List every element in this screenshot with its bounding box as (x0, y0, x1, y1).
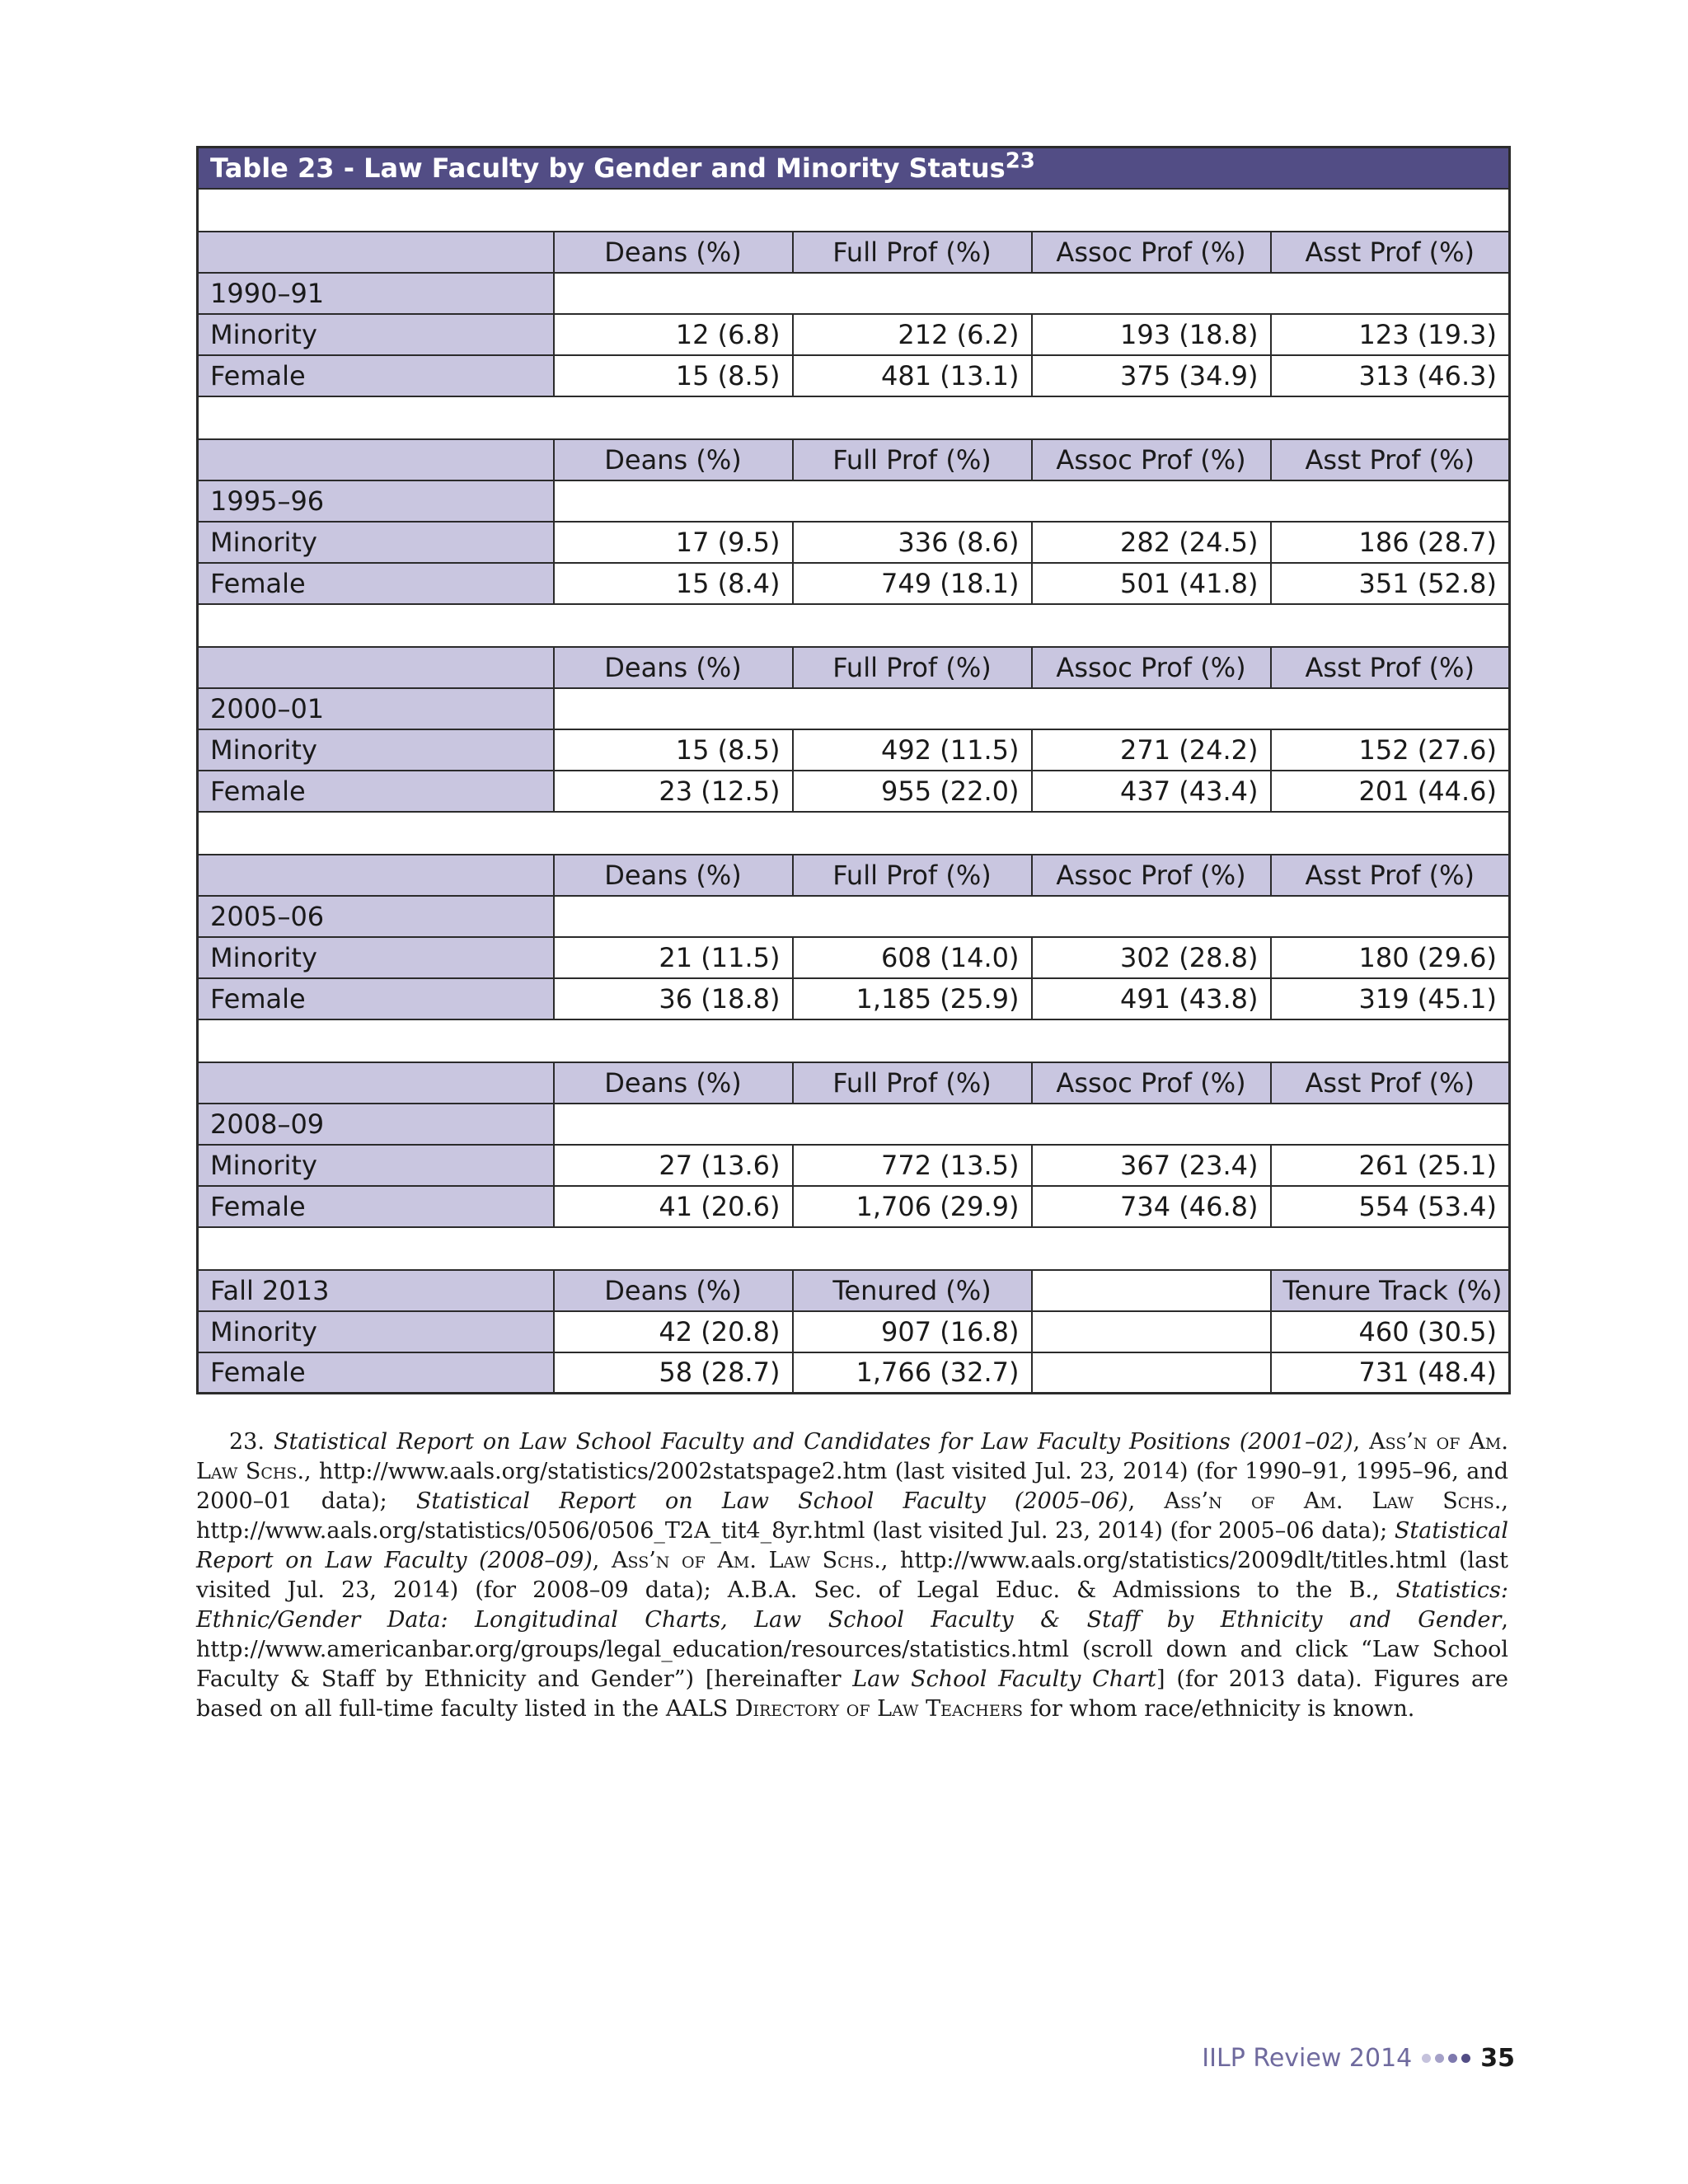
header-blank-cell (198, 647, 554, 688)
column-header: Asst Prof (%) (1271, 439, 1510, 480)
year-row (198, 896, 1510, 937)
column-header: Deans (%) (554, 439, 793, 480)
footnote-segment: Statistical Report on Law Faculty (2008–09) (196, 1518, 1508, 1573)
spacer-cell (198, 1227, 1510, 1270)
spacer-row (198, 1019, 1510, 1062)
footnote-segment: for whom race/ethnicity is known. (1023, 1696, 1415, 1722)
column-header: Tenure Track (%) (1271, 1270, 1510, 1311)
data-cell: 186 (28.7) (1271, 522, 1510, 563)
column-header: Asst Prof (%) (1271, 232, 1510, 273)
data-cell: 212 (6.2) (793, 314, 1032, 355)
table-row (198, 729, 1510, 771)
journal-name: IILP Review 2014 (1202, 2044, 1413, 2073)
data-cell: 749 (18.1) (793, 563, 1032, 604)
column-header: Assoc Prof (%) (1032, 1062, 1271, 1104)
footnote-segment: ] (for 2013 data). Figures are based on all full-time faculty listed in the AALS (196, 1666, 1508, 1722)
data-cell: 367 (23.4) (1032, 1145, 1271, 1186)
table-row (198, 314, 1510, 355)
data-cell: 313 (46.3) (1271, 355, 1510, 396)
table-row (198, 937, 1510, 978)
column-header: Tenured (%) (793, 1270, 1032, 1311)
row-label: Minority (198, 1311, 554, 1352)
data-cell: 36 (18.8) (554, 978, 793, 1019)
column-header-row (198, 439, 1510, 480)
footnote-segment: Statistical Report on Law School Faculty (2005–06) (415, 1488, 1128, 1514)
column-header-row (198, 1062, 1510, 1104)
data-cell: 41 (20.6) (554, 1186, 793, 1227)
footnote-segment: Statistical Report on Law School Faculty and Candidates for Law Faculty Positions (2001–02) (274, 1429, 1353, 1455)
year-row (198, 480, 1510, 522)
footnote-segment: Ass’n of Am. Law Schs. (612, 1548, 881, 1573)
spacer-cell (198, 604, 1510, 647)
column-header-row (198, 647, 1510, 688)
year-label: 1995–96 (198, 480, 554, 522)
spacer-row (198, 189, 1510, 232)
data-cell: 460 (30.5) (1271, 1311, 1510, 1352)
column-header: Deans (%) (554, 1062, 793, 1104)
year-blank-cell (554, 273, 1510, 314)
data-cell: 1,766 (32.7) (793, 1352, 1032, 1394)
data-cell: 42 (20.8) (554, 1311, 793, 1352)
data-cell: 501 (41.8) (1032, 563, 1271, 604)
data-cell: 282 (24.5) (1032, 522, 1271, 563)
column-header: Deans (%) (554, 232, 793, 273)
column-header: Asst Prof (%) (1271, 1062, 1510, 1104)
data-cell: 608 (14.0) (793, 937, 1032, 978)
data-cell: 481 (13.1) (793, 355, 1032, 396)
dot-icon (1448, 2054, 1457, 2063)
data-cell: 152 (27.6) (1271, 729, 1510, 771)
footnote-segment: , http://www.aals.org/statistics/2002statspage2.htm (last visited Jul. 23, 2014) (for 1990–91, 1995–96, and 2000–01 data); (196, 1459, 1508, 1514)
row-label: Female (198, 355, 554, 396)
spacer-cell (198, 812, 1510, 855)
year-row (198, 688, 1510, 729)
row-label: Female (198, 771, 554, 812)
column-header: Full Prof (%) (793, 1062, 1032, 1104)
footnote-segment: Directory of Law Teachers (734, 1696, 1024, 1722)
header-blank-cell (198, 232, 554, 273)
data-cell: 21 (11.5) (554, 937, 793, 978)
footnote (196, 1427, 1508, 1724)
table-row (198, 522, 1510, 563)
column-header: Deans (%) (554, 855, 793, 896)
data-cell: 302 (28.8) (1032, 937, 1271, 978)
data-cell: 351 (52.8) (1271, 563, 1510, 604)
spacer-row (198, 396, 1510, 439)
data-cell: 271 (24.2) (1032, 729, 1271, 771)
footnote-segment: Law School Faculty Chart (852, 1666, 1157, 1692)
footer-dots (1422, 2054, 1470, 2063)
row-label: Minority (198, 937, 554, 978)
footnote-ref: 23 (1005, 148, 1035, 174)
column-header (1032, 1270, 1271, 1311)
row-label: Minority (198, 522, 554, 563)
footnote-segment: , http://www.americanbar.org/groups/legal_education/resources/statistics.html (scroll down and click “Law School Faculty & Staff by Ethnicity and Gender”) [hereinafter (196, 1607, 1508, 1692)
spacer-cell (198, 1019, 1510, 1062)
data-cell: 27 (13.6) (554, 1145, 793, 1186)
footnote-segment: , http://www.aals.org/statistics/2009dlt/titles.html (last visited Jul. 23, 2014) (for 2008–09 data); A.B.A. Sec. of Legal Educ. & Admissions to the B., (196, 1548, 1508, 1603)
page (196, 146, 1508, 1724)
year-label: Fall 2013 (198, 1270, 554, 1311)
spacer-row (198, 812, 1510, 855)
year-row (198, 1104, 1510, 1145)
footnote-segment: , (1128, 1488, 1165, 1514)
column-header: Assoc Prof (%) (1032, 855, 1271, 896)
data-cell: 201 (44.6) (1271, 771, 1510, 812)
footnote-text (196, 1429, 1508, 1722)
year-row (198, 273, 1510, 314)
footnote-segment: , (592, 1548, 612, 1573)
data-cell: 15 (8.4) (554, 563, 793, 604)
data-cell: 17 (9.5) (554, 522, 793, 563)
page-number: 35 (1480, 2044, 1515, 2073)
data-cell: 731 (48.4) (1271, 1352, 1510, 1394)
data-cell: 1,185 (25.9) (793, 978, 1032, 1019)
page-footer (1202, 2044, 1515, 2073)
column-header: Assoc Prof (%) (1032, 647, 1271, 688)
year-blank-cell (554, 688, 1510, 729)
column-header: Full Prof (%) (793, 855, 1032, 896)
data-cell: 261 (25.1) (1271, 1145, 1510, 1186)
data-cell: 193 (18.8) (1032, 314, 1271, 355)
column-header: Full Prof (%) (793, 232, 1032, 273)
year-label: 1990–91 (198, 273, 554, 314)
header-blank-cell (198, 1062, 554, 1104)
table-row (198, 563, 1510, 604)
data-cell: 375 (34.9) (1032, 355, 1271, 396)
data-cell: 772 (13.5) (793, 1145, 1032, 1186)
footnote-segment: Statistics: Ethnic/Gender Data: Longitudinal Charts, Law School Faculty & Staff by Ethnicity and Gender (196, 1577, 1508, 1633)
footnote-segment: Ass’n of Am. Law Schs. (196, 1429, 1508, 1484)
spacer-cell (198, 189, 1510, 232)
column-header: Asst Prof (%) (1271, 855, 1510, 896)
dot-icon (1422, 2054, 1431, 2063)
row-label: Minority (198, 1145, 554, 1186)
year-blank-cell (554, 480, 1510, 522)
dot-icon (1461, 2054, 1470, 2063)
dot-icon (1435, 2054, 1444, 2063)
data-cell: 58 (28.7) (554, 1352, 793, 1394)
column-header: Deans (%) (554, 1270, 793, 1311)
column-header: Assoc Prof (%) (1032, 232, 1271, 273)
data-cell: 180 (29.6) (1271, 937, 1510, 978)
data-cell: 123 (19.3) (1271, 314, 1510, 355)
data-cell: 15 (8.5) (554, 355, 793, 396)
data-cell: 491 (43.8) (1032, 978, 1271, 1019)
row-label: Female (198, 978, 554, 1019)
data-cell: 319 (45.1) (1271, 978, 1510, 1019)
table-title (198, 148, 1510, 189)
footnote-segment: , (1353, 1429, 1370, 1455)
spacer-cell (198, 396, 1510, 439)
footnote-segment: , http://www.aals.org/statistics/0506/0506_T2A_tit4_8yr.html (last visited Jul. 23, 2014) (for 2005–06 data); (196, 1488, 1509, 1544)
year-blank-cell (554, 1104, 1510, 1145)
column-header-row (198, 855, 1510, 896)
year-label: 2008–09 (198, 1104, 554, 1145)
header-blank-cell (198, 439, 554, 480)
data-cell: 1,706 (29.9) (793, 1186, 1032, 1227)
year-label: 2005–06 (198, 896, 554, 937)
data-cell (1032, 1311, 1271, 1352)
data-cell: 554 (53.4) (1271, 1186, 1510, 1227)
data-cell: 336 (8.6) (793, 522, 1032, 563)
table-row (198, 1186, 1510, 1227)
column-header-row (198, 232, 1510, 273)
spacer-row (198, 1227, 1510, 1270)
data-cell: 955 (22.0) (793, 771, 1032, 812)
row-label: Female (198, 1186, 554, 1227)
column-header-row (198, 1270, 1510, 1311)
data-cell (1032, 1352, 1271, 1394)
row-label: Female (198, 1352, 554, 1394)
table-title-text: Table 23 - Law Faculty by Gender and Minority Status (210, 152, 1006, 184)
spacer-row (198, 604, 1510, 647)
table-row (198, 1352, 1510, 1394)
footnote-segment: Ass’n of Am. Law Schs. (1164, 1488, 1502, 1514)
column-header: Deans (%) (554, 647, 793, 688)
data-cell: 907 (16.8) (793, 1311, 1032, 1352)
data-cell: 12 (6.8) (554, 314, 793, 355)
header-blank-cell (198, 855, 554, 896)
row-label: Female (198, 563, 554, 604)
column-header: Asst Prof (%) (1271, 647, 1510, 688)
table-row (198, 355, 1510, 396)
row-label: Minority (198, 729, 554, 771)
data-cell: 734 (46.8) (1032, 1186, 1271, 1227)
table-row (198, 771, 1510, 812)
law-faculty-table (196, 146, 1511, 1394)
row-label: Minority (198, 314, 554, 355)
data-cell: 15 (8.5) (554, 729, 793, 771)
table-row (198, 1311, 1510, 1352)
year-label: 2000–01 (198, 688, 554, 729)
data-cell: 492 (11.5) (793, 729, 1032, 771)
column-header: Full Prof (%) (793, 439, 1032, 480)
column-header: Full Prof (%) (793, 647, 1032, 688)
data-cell: 437 (43.4) (1032, 771, 1271, 812)
column-header: Assoc Prof (%) (1032, 439, 1271, 480)
footnote-number: 23. (229, 1429, 265, 1455)
data-cell: 23 (12.5) (554, 771, 793, 812)
table-row (198, 1145, 1510, 1186)
table-row (198, 978, 1510, 1019)
year-blank-cell (554, 896, 1510, 937)
